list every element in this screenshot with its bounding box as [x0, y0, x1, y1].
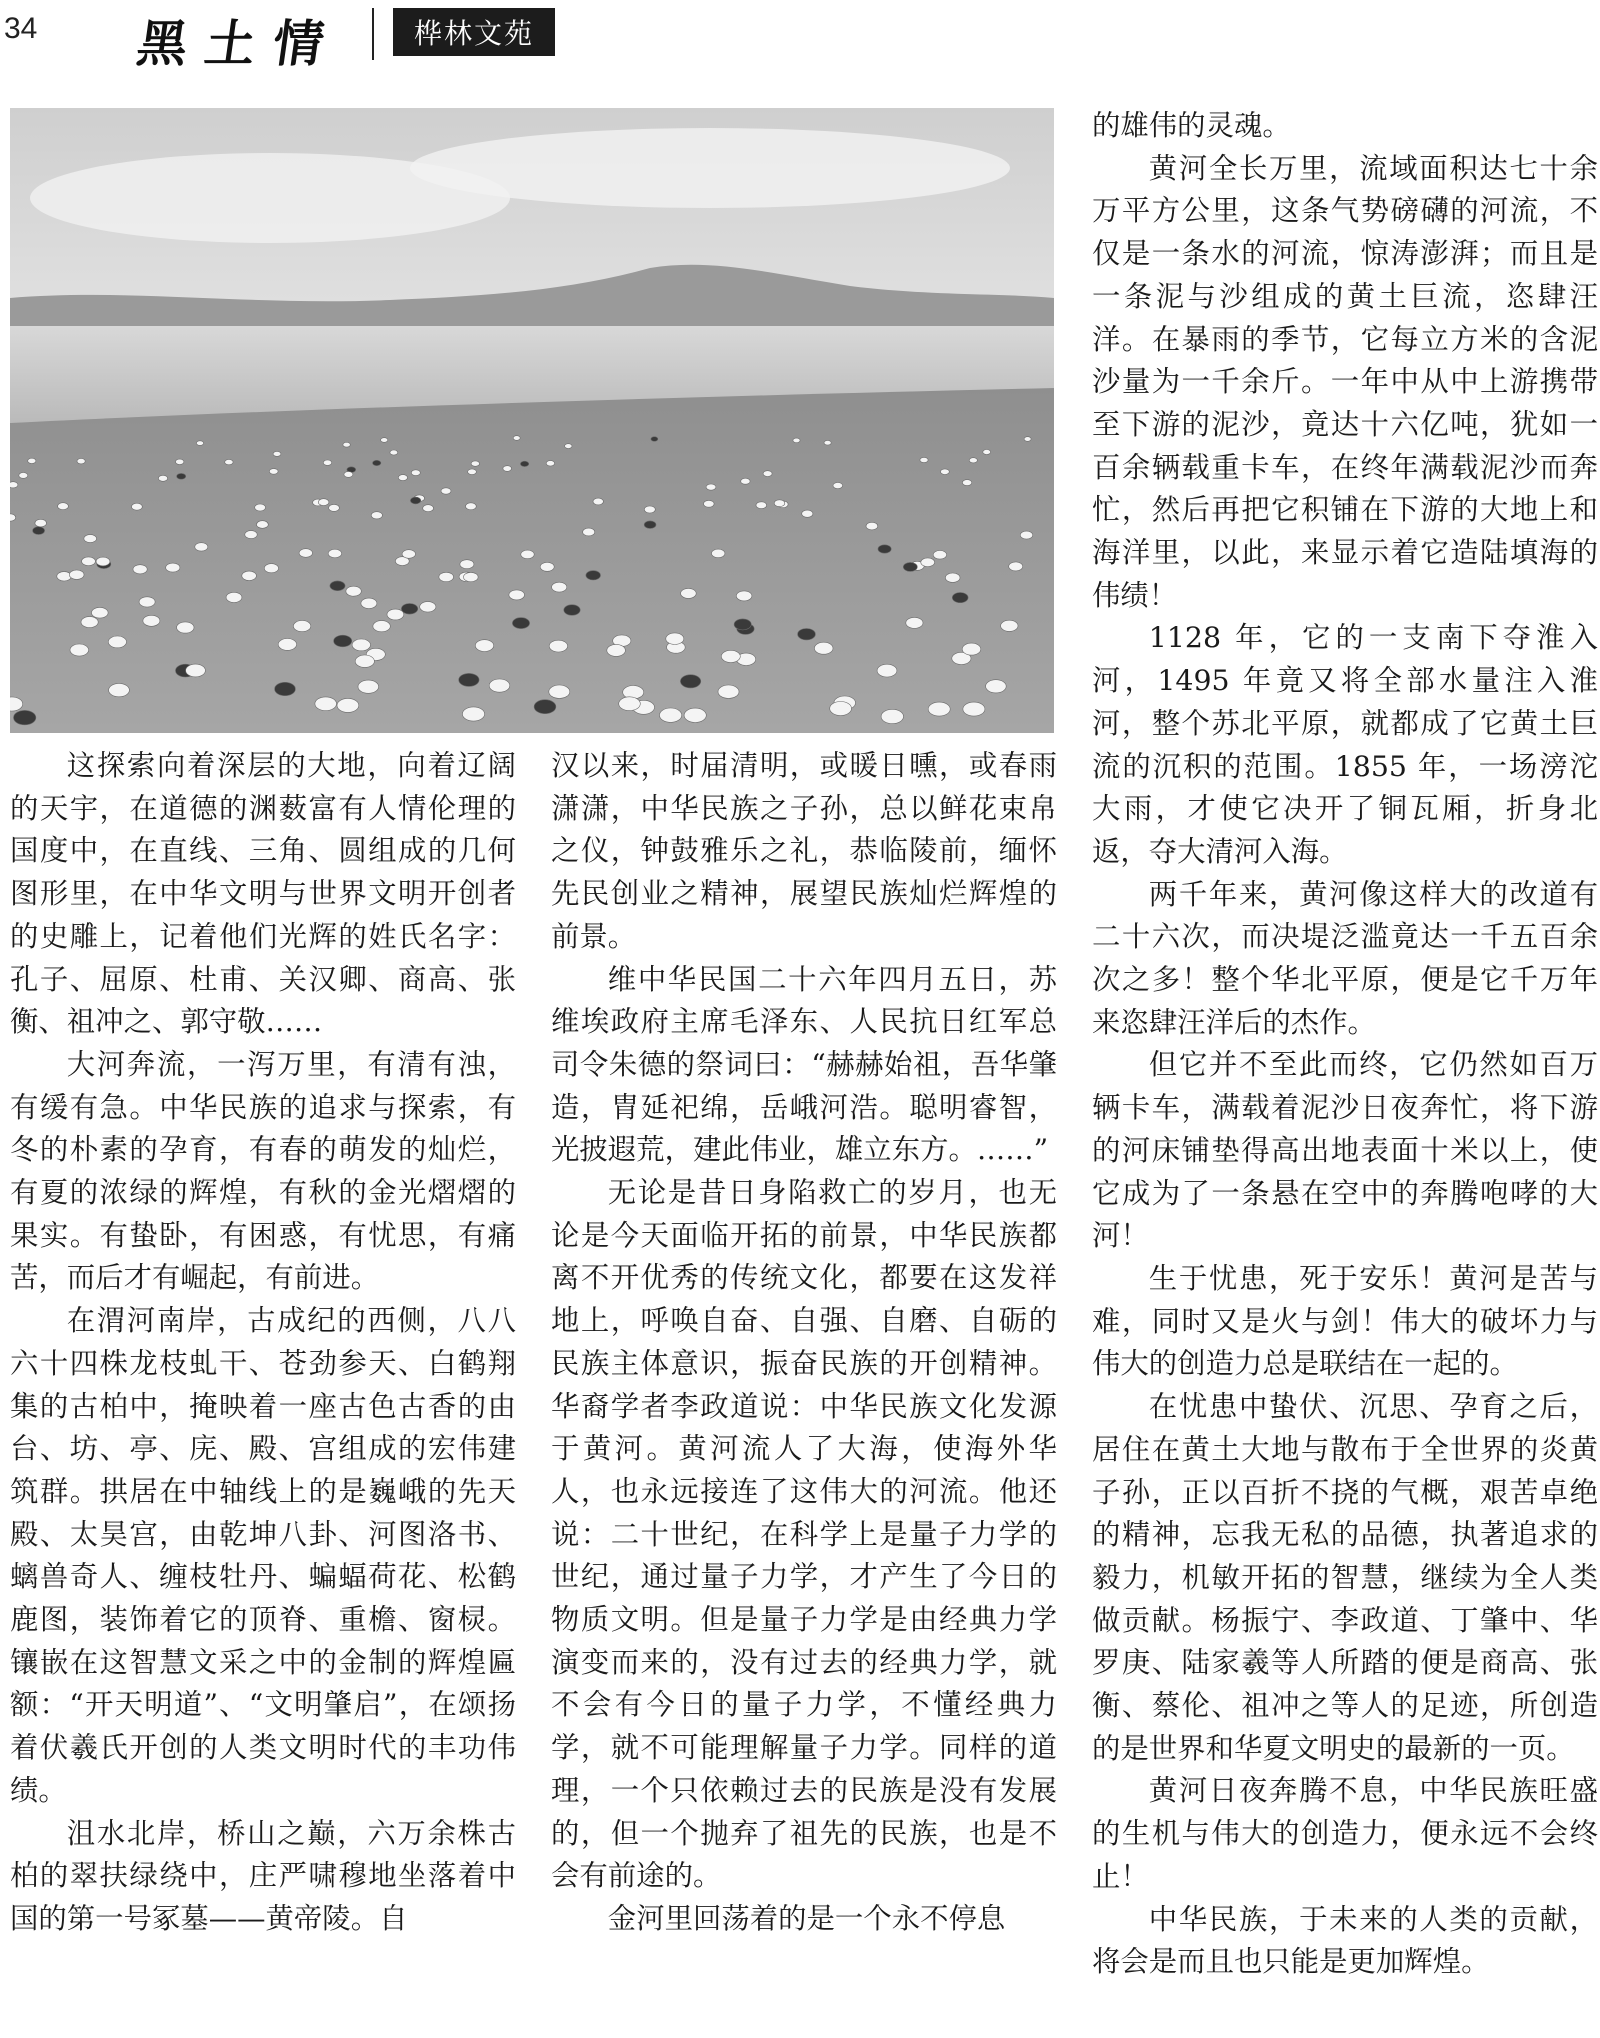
- sheep: [824, 440, 831, 445]
- paragraph: 黄河全长万里，流域面积达七十余万平方公里，这条气势磅礴的河流，不仅是一条水的河流，惊涛澎湃；而且是一条泥与沙组成的黄土巨流，恣肆汪洋。在暴雨的季节，它每立方米的含泥沙量为一千余斤。一年中从中上游携带至下游的泥沙，竟达十六亿吨，犹如一百余辆载重卡车，在终年满载泥沙而奔忙，然后再把它积铺在下游的大地上和海洋里，以此，来显示着它造陆填海的伟绩！: [1092, 151, 1598, 612]
- sheep: [373, 621, 390, 632]
- sheep: [278, 639, 296, 651]
- sheep: [423, 505, 434, 512]
- sheep: [381, 438, 388, 443]
- sheep: [245, 531, 257, 539]
- sheep: [139, 597, 155, 607]
- sheep: [586, 571, 601, 580]
- sheep: [273, 451, 281, 456]
- paragraph: 的雄伟的灵魂。: [1092, 109, 1291, 142]
- sheep: [945, 573, 960, 582]
- sheep: [10, 482, 18, 488]
- sheep: [328, 549, 341, 558]
- sheep: [509, 590, 525, 600]
- sheep: [706, 484, 716, 490]
- sheep: [196, 441, 203, 446]
- sheep: [257, 521, 269, 529]
- sheep: [19, 473, 28, 479]
- paragraph: 在渭河南岸，古成纪的西侧，八八六十四株龙枝虬干、苍劲参天、白鹤翔集的古柏中，掩映着一座古色古香的由台、坊、亭、庑、殿、宫组成的宏伟建筑群。拱居在中轴线上的是巍峨的先天殿、太昊宫，由乾坤八卦、河图洛书、螭兽奇人、缠枝牡丹、蝙蝠荷花、松鹤鹿图，装饰着它的顶脊、重檐、窗棂。镶嵌在这智慧文采之中的金制的辉煌匾额：“开天明道”、“文明肇启”，在颂扬着伏羲氏开创的人类文明时代的丰功伟绩。: [10, 1304, 516, 1807]
- paragraph: 无论是昔日身陷救亡的岁月，也无论是今天面临开拓的前景，中华民族都离不开优秀的传统文化，都要在这发祥地上，呼唤自奋、自强、自磨、自砺的民族主体意识，振奋民族的开创精神。华裔学者李政道说：中华民族文化发源于黄河。黄河流人了大海，使海外华人，也永远接连了这伟大的河流。他还说：二十世纪，在科学上是量子力学的世纪，通过量子力学，才产生了今日的物质文明。但是量子力学是由经典力学演变而来的，没有过去的经典力学，就不会有今日的量子力学，不懂经典力学，就不可能理解量子力学。同样的道理，一个只依赖过去的民族是没有发展的，但一个抛弃了祖先的民族，也是不会有前途的。: [551, 1176, 1057, 1893]
- sheep: [358, 680, 379, 693]
- sheep: [593, 498, 603, 505]
- sheep: [133, 565, 147, 574]
- sheep: [411, 470, 420, 476]
- sheep: [410, 497, 420, 504]
- sheep: [158, 475, 167, 481]
- paragraph: 大河奔流，一泻万里，有清有浊，有缓有急。中华民族的追求与探索，有冬的朴素的孕育，有春的萌发的灿烂，有夏的浓绿的辉煌，有秋的金光熠熠的果实。有蛰卧，有困惑，有忧思，有痛苦，而后才有崛起，有前进。: [10, 1047, 516, 1295]
- sheep: [877, 664, 897, 677]
- sheep: [177, 473, 186, 479]
- grassland-sheep-photo: [10, 108, 1054, 733]
- sheep: [721, 650, 740, 662]
- sheep: [398, 475, 407, 481]
- sheep: [475, 640, 493, 652]
- sheep: [941, 469, 950, 475]
- sheep: [355, 655, 374, 667]
- sheep: [390, 450, 398, 455]
- sheep: [373, 460, 381, 465]
- sheep: [109, 683, 130, 696]
- sheep: [255, 504, 266, 511]
- sheep: [881, 709, 903, 723]
- sheep: [928, 702, 950, 716]
- sheep: [512, 618, 529, 629]
- sheep: [986, 680, 1007, 693]
- sheep: [329, 504, 340, 511]
- sheep: [906, 617, 923, 628]
- sheep: [177, 622, 194, 633]
- sheep: [323, 460, 331, 465]
- sheep: [176, 459, 184, 464]
- sheep: [460, 560, 474, 569]
- sheep: [57, 572, 72, 581]
- paragraph: 中华民族，于未来的人类的贡献，将会是而且也只能是更加辉煌。: [1092, 1902, 1598, 1979]
- sheep: [462, 707, 484, 721]
- sheep: [464, 572, 479, 581]
- sheep: [962, 643, 981, 655]
- sheep: [69, 570, 84, 579]
- sheep: [108, 636, 126, 648]
- sheep: [802, 510, 813, 517]
- paragraph: 黄河日夜奔腾不息，中华民族旺盛的生机与伟大的创造力，便永远不会终止！: [1092, 1774, 1598, 1893]
- sheep: [644, 506, 655, 513]
- sheep: [549, 685, 570, 698]
- sheep: [983, 450, 991, 455]
- sheep: [903, 562, 917, 571]
- sheep: [84, 535, 97, 543]
- paragraph: 汉以来，时届清明，或暖日曛，或春雨潇潇，中华民族之子孙，总以鲜花束帛之仪，钟鼓雅乐之礼，恭临陵前，缅怀先民创业之精神，展望民族灿烂辉煌的前景。: [551, 749, 1057, 953]
- sheep: [82, 557, 96, 566]
- sheep: [343, 442, 350, 447]
- sheep: [546, 461, 554, 466]
- paragraph: 生于忧患，死于安乐！黄河是苦与难，同时又是火与剑！伟大的破坏力与伟大的创造力总是联结在一起的。: [1092, 1261, 1598, 1381]
- sheep: [337, 698, 359, 712]
- sheep: [92, 607, 109, 618]
- sheep: [1009, 562, 1023, 571]
- sheep: [549, 640, 567, 652]
- sheep: [401, 604, 417, 615]
- sheep: [704, 500, 715, 507]
- sheep: [962, 480, 971, 486]
- sheep: [439, 572, 454, 581]
- sheep: [1024, 437, 1031, 442]
- sheep: [763, 471, 772, 477]
- sheep: [534, 700, 556, 714]
- sheep: [371, 512, 382, 519]
- sheep: [619, 697, 641, 711]
- sheep: [718, 685, 739, 698]
- sheep: [774, 500, 785, 507]
- sheep: [933, 551, 946, 560]
- sheep: [833, 483, 843, 489]
- paragraph: 沮水北岸，桥山之巅，六万余株古柏的翠扶绿绕中，庄严啸穆地坐落着中国的第一号冢墓——黄帝陵。自: [10, 1816, 516, 1935]
- sheep: [96, 557, 110, 566]
- sheep: [741, 478, 750, 484]
- sheep: [712, 549, 725, 558]
- paragraph: 维中华民国二十六年四月五日，苏维埃政府主席毛泽东、人民抗日红军总司令朱德的祭词曰：“赫赫始祖，吾华肇造，胄延祀绵，岳峨河浩。聪明睿智，光披遐荒，建此伟业，雄立东方。……”: [551, 962, 1057, 1167]
- sheep: [952, 593, 968, 603]
- page-number: 34: [4, 12, 38, 45]
- paragraph: 两千年来，黄河像这样大的改道有二十六次，而决堤泛滥竟达一千五百余次之多！整个华北平原，便是它千万年来恣肆汪洋后的杰作。: [1092, 877, 1598, 1039]
- sheep: [387, 609, 404, 620]
- sheep: [315, 697, 337, 711]
- sheep: [132, 503, 143, 510]
- paragraph: 这探索向着深层的大地，向着辽阔的天宇，在道德的渊薮富有人情伦理的国度中，在直线、三角、圆组成的几何图形里，在中华文明与世界文明开创者的史雕上，记着他们光辉的姓氏名字：孔子、屈原、杜甫、关汉卿、商高、张衡、祖冲之、郭守敬……: [10, 749, 516, 1039]
- sheep: [58, 503, 69, 510]
- sheep: [793, 438, 800, 443]
- sheep: [666, 633, 684, 645]
- sheep: [963, 702, 985, 716]
- sheep: [513, 436, 520, 441]
- sheep: [1001, 620, 1018, 631]
- sheep: [644, 521, 656, 529]
- sheep: [352, 639, 370, 651]
- sheep: [798, 629, 816, 640]
- text-column-1: [10, 745, 516, 2035]
- sheep: [489, 679, 510, 692]
- sheep: [468, 469, 477, 475]
- sheep: [441, 488, 451, 494]
- sheep: [344, 472, 353, 478]
- sheep: [503, 466, 512, 472]
- sheep: [814, 642, 833, 654]
- sheep: [921, 558, 935, 567]
- journal-title: 黑土情: [133, 14, 346, 73]
- sheep: [681, 588, 697, 598]
- sheep: [540, 562, 554, 571]
- text-column-3: [1092, 105, 1598, 2035]
- sheep: [756, 502, 767, 509]
- sheep: [35, 519, 47, 527]
- sheep: [466, 503, 477, 510]
- text-column-2: [551, 745, 1057, 2035]
- paragraph: 在忧患中蛰伏、沉思、孕育之后，居住在黄土大地与散布于全世界的炎黄子孙，正以百折不挠的气概，艰苦卓绝的精神，忘我无私的品德，执著追求的毅力，机敏开拓的智慧，继续为全人类做贡献。杨振宁、李政道、丁肇中、华罗庚、陆家羲等人所踏的便是商高、张衡、蔡伦、祖冲之等人的足迹，所创造的是世界和华夏文明史的最新的一页。: [1092, 1390, 1598, 1765]
- sheep: [77, 459, 85, 464]
- sheep: [471, 461, 479, 466]
- sheep: [660, 708, 682, 722]
- sheep: [186, 664, 206, 677]
- sheep: [33, 527, 45, 535]
- sheep: [1020, 531, 1032, 539]
- photo-illustration: [10, 108, 1054, 733]
- sheep: [269, 469, 278, 475]
- sheep: [680, 675, 700, 688]
- sheep: [565, 444, 572, 449]
- sheep: [420, 602, 436, 612]
- sheep: [361, 598, 377, 608]
- sheep: [70, 644, 89, 656]
- sheep: [346, 586, 361, 596]
- sheep: [225, 459, 233, 464]
- sheep: [330, 581, 345, 591]
- paragraph: 1128 年，它的一支南下夺淮入河，1495 年竟又将全部水量注入淮河，整个苏北平原，就都成了它黄土巨流的沉积的范围。1855 年，一场滂沱大雨，才使它决开了铜瓦厢，折身北返，夺大清河入海。: [1092, 621, 1598, 868]
- sheep: [402, 550, 415, 559]
- header-divider: [372, 8, 374, 60]
- sheep: [564, 605, 580, 616]
- sheep: [275, 682, 296, 695]
- paragraph: 但它并不至此而终，它仍然如百万辆卡车，满载着泥沙日夜奔忙，将下游的河床铺垫得高出地表面十米以上，使它成为了一条悬在空中的奔腾咆哮的大河！: [1092, 1048, 1598, 1253]
- sheep: [552, 582, 567, 592]
- sheep: [143, 615, 160, 626]
- sheep: [736, 591, 752, 601]
- sheep: [242, 571, 257, 580]
- sheep: [459, 673, 479, 686]
- sheep: [195, 543, 208, 551]
- section-tag: 桦林文苑: [393, 8, 555, 56]
- sheep: [734, 619, 751, 630]
- sheep: [520, 461, 528, 466]
- sheep: [293, 621, 310, 632]
- sheep: [920, 457, 928, 462]
- sheep: [521, 550, 534, 559]
- sheep: [651, 437, 658, 442]
- paragraph: 金河里回荡着的是一个永不停息: [607, 1901, 1006, 1935]
- sheep: [264, 564, 278, 573]
- sheep: [878, 545, 891, 553]
- sheep: [684, 708, 706, 722]
- sheep: [14, 710, 36, 724]
- sheep: [334, 635, 352, 647]
- sheep: [28, 458, 36, 463]
- sheep: [969, 458, 977, 463]
- sheep: [583, 528, 595, 536]
- sheep: [226, 592, 242, 602]
- sheep: [81, 617, 98, 628]
- sheep: [866, 522, 878, 530]
- sheep: [299, 549, 312, 558]
- page-header: [0, 0, 1600, 72]
- sheep: [166, 563, 180, 572]
- sheep: [607, 644, 626, 656]
- sheep: [830, 702, 852, 716]
- sheep: [318, 499, 329, 506]
